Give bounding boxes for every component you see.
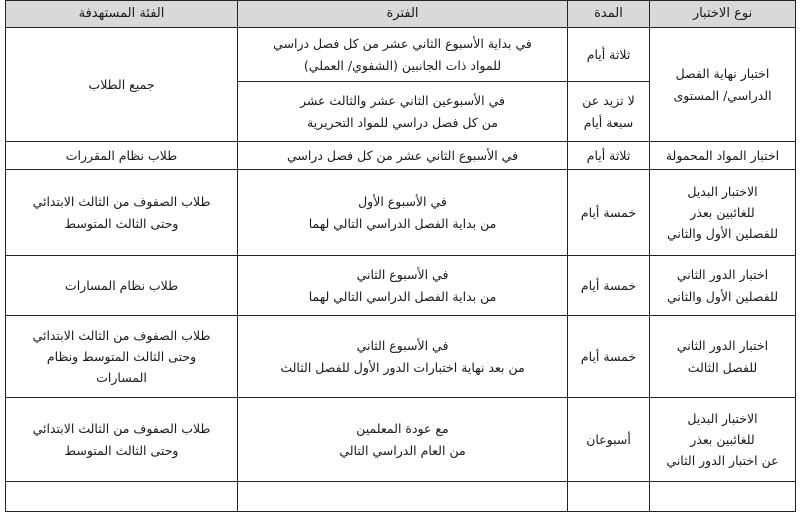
cell-duration: خمسة أيام [568,170,650,256]
cell-period-line: من بعد نهاية اختبارات الدور الأول للفصل الثالث [280,359,525,375]
cell-target-line: وحتى الثالث المتوسط ونظام [46,348,197,364]
cell-period-line: من بداية الفصل الدراسي التالي لهما [308,288,497,304]
cell-exam-type-line: اختبار الدور الثاني [676,338,769,354]
cell-period [238,82,568,142]
cell-exam-type-line: للفصلين الأول والثاني [667,288,778,304]
cell-period-line: في الأسبوع الثاني [356,338,449,354]
cell-target-group [6,170,238,256]
table-row [6,170,796,256]
cell-duration: ثلاثة أيام [568,142,650,170]
cell-exam-type [650,482,796,512]
header-period: الفترة [238,1,568,28]
cell-period-line: في الأسبوع الثاني عشر من كل فصل دراسي [286,147,519,163]
cell-target-line: وحتى الثالث المتوسط [64,215,179,231]
cell-period-line: في الأسبوعين الثاني عشر والثالث عشر [299,93,506,109]
header-target-group: الفئة المستهدفة [6,1,238,28]
table-row [6,142,796,170]
cell-exam-type-line: الاختبار البديل [687,183,758,199]
cell-period-line: مع عودة المعلمين [356,421,449,437]
cell-exam-type [650,170,796,256]
cell-target-group [6,482,238,512]
header-exam-type: نوع الاختبار [650,1,796,28]
cell-exam-type [650,256,796,316]
cell-period [238,316,568,398]
cell-duration: خمسة أيام [568,316,650,398]
cell-exam-type [650,316,796,398]
cell-duration: لا تزيد عن سبعة أيام [568,82,650,142]
cell-exam-type-line: للغائبين بعذر [690,431,755,447]
cell-period-line: من كل فصل دراسي للمواد التحريرية [307,114,498,130]
table-row [6,316,796,398]
cell-period-line: في الأسبوع الثاني [356,267,449,283]
cell-exam-type [650,398,796,482]
cell-target-group: طلاب نظام المقررات [6,142,238,170]
cell-target-group [6,316,238,398]
cell-period [238,170,568,256]
table-row [6,28,796,82]
cell-target-line: المسارات [96,370,147,386]
cell-exam-type-line: عن اختبار الدور الثاني [666,453,779,469]
cell-target-line: طلاب الصفوف من الثالث الابتدائي [32,327,211,343]
table-row [6,482,796,512]
cell-exam-type-line: للفصل الثالث [687,359,758,375]
cell-exam-type-line: للفصلين الأول والثاني [667,226,778,242]
cell-exam-type: اختبار المواد المحمولة [650,142,796,170]
cell-target-group: جميع الطلاب [6,28,238,142]
cell-period-line: في بداية الأسبوع الثاني عشر من كل فصل دراسي [273,36,532,52]
cell-duration [568,482,650,512]
cell-duration: ثلاثة أيام [568,28,650,82]
cell-period [238,482,568,512]
cell-exam-type-line: الاختبار البديل [687,410,758,426]
cell-target-line: طلاب الصفوف من الثالث الابتدائي [32,194,211,210]
cell-exam-type-line: للغائبين بعذر [690,204,755,220]
cell-exam-type-line: اختبار الدور الثاني [676,267,769,283]
cell-period [238,142,568,170]
cell-period-line: للمواد ذات الجانبين (الشفوي/ العملي) [303,57,502,73]
cell-target-group: طلاب نظام المسارات [6,256,238,316]
cell-exam-type: اختبار نهاية الفصل الدراسي/ المستوى [650,28,796,142]
exam-schedule-table [5,0,796,512]
cell-period-line: من بداية الفصل الدراسي التالي لهما [308,215,497,231]
cell-period [238,256,568,316]
table-row [6,398,796,482]
cell-period [238,398,568,482]
table-header-row [6,1,796,28]
cell-target-group [6,398,238,482]
cell-duration: أسبوعان [568,398,650,482]
cell-period [238,28,568,82]
cell-period-line: من العام الدراسي التالي [339,442,466,458]
cell-target-line: طلاب الصفوف من الثالث الابتدائي [32,421,211,437]
cell-duration: خمسة أيام [568,256,650,316]
cell-target-line: وحتى الثالث المتوسط [64,442,179,458]
table-row [6,256,796,316]
cell-period-line: في الأسبوع الأول [358,194,447,210]
header-duration: المدة [568,1,650,28]
